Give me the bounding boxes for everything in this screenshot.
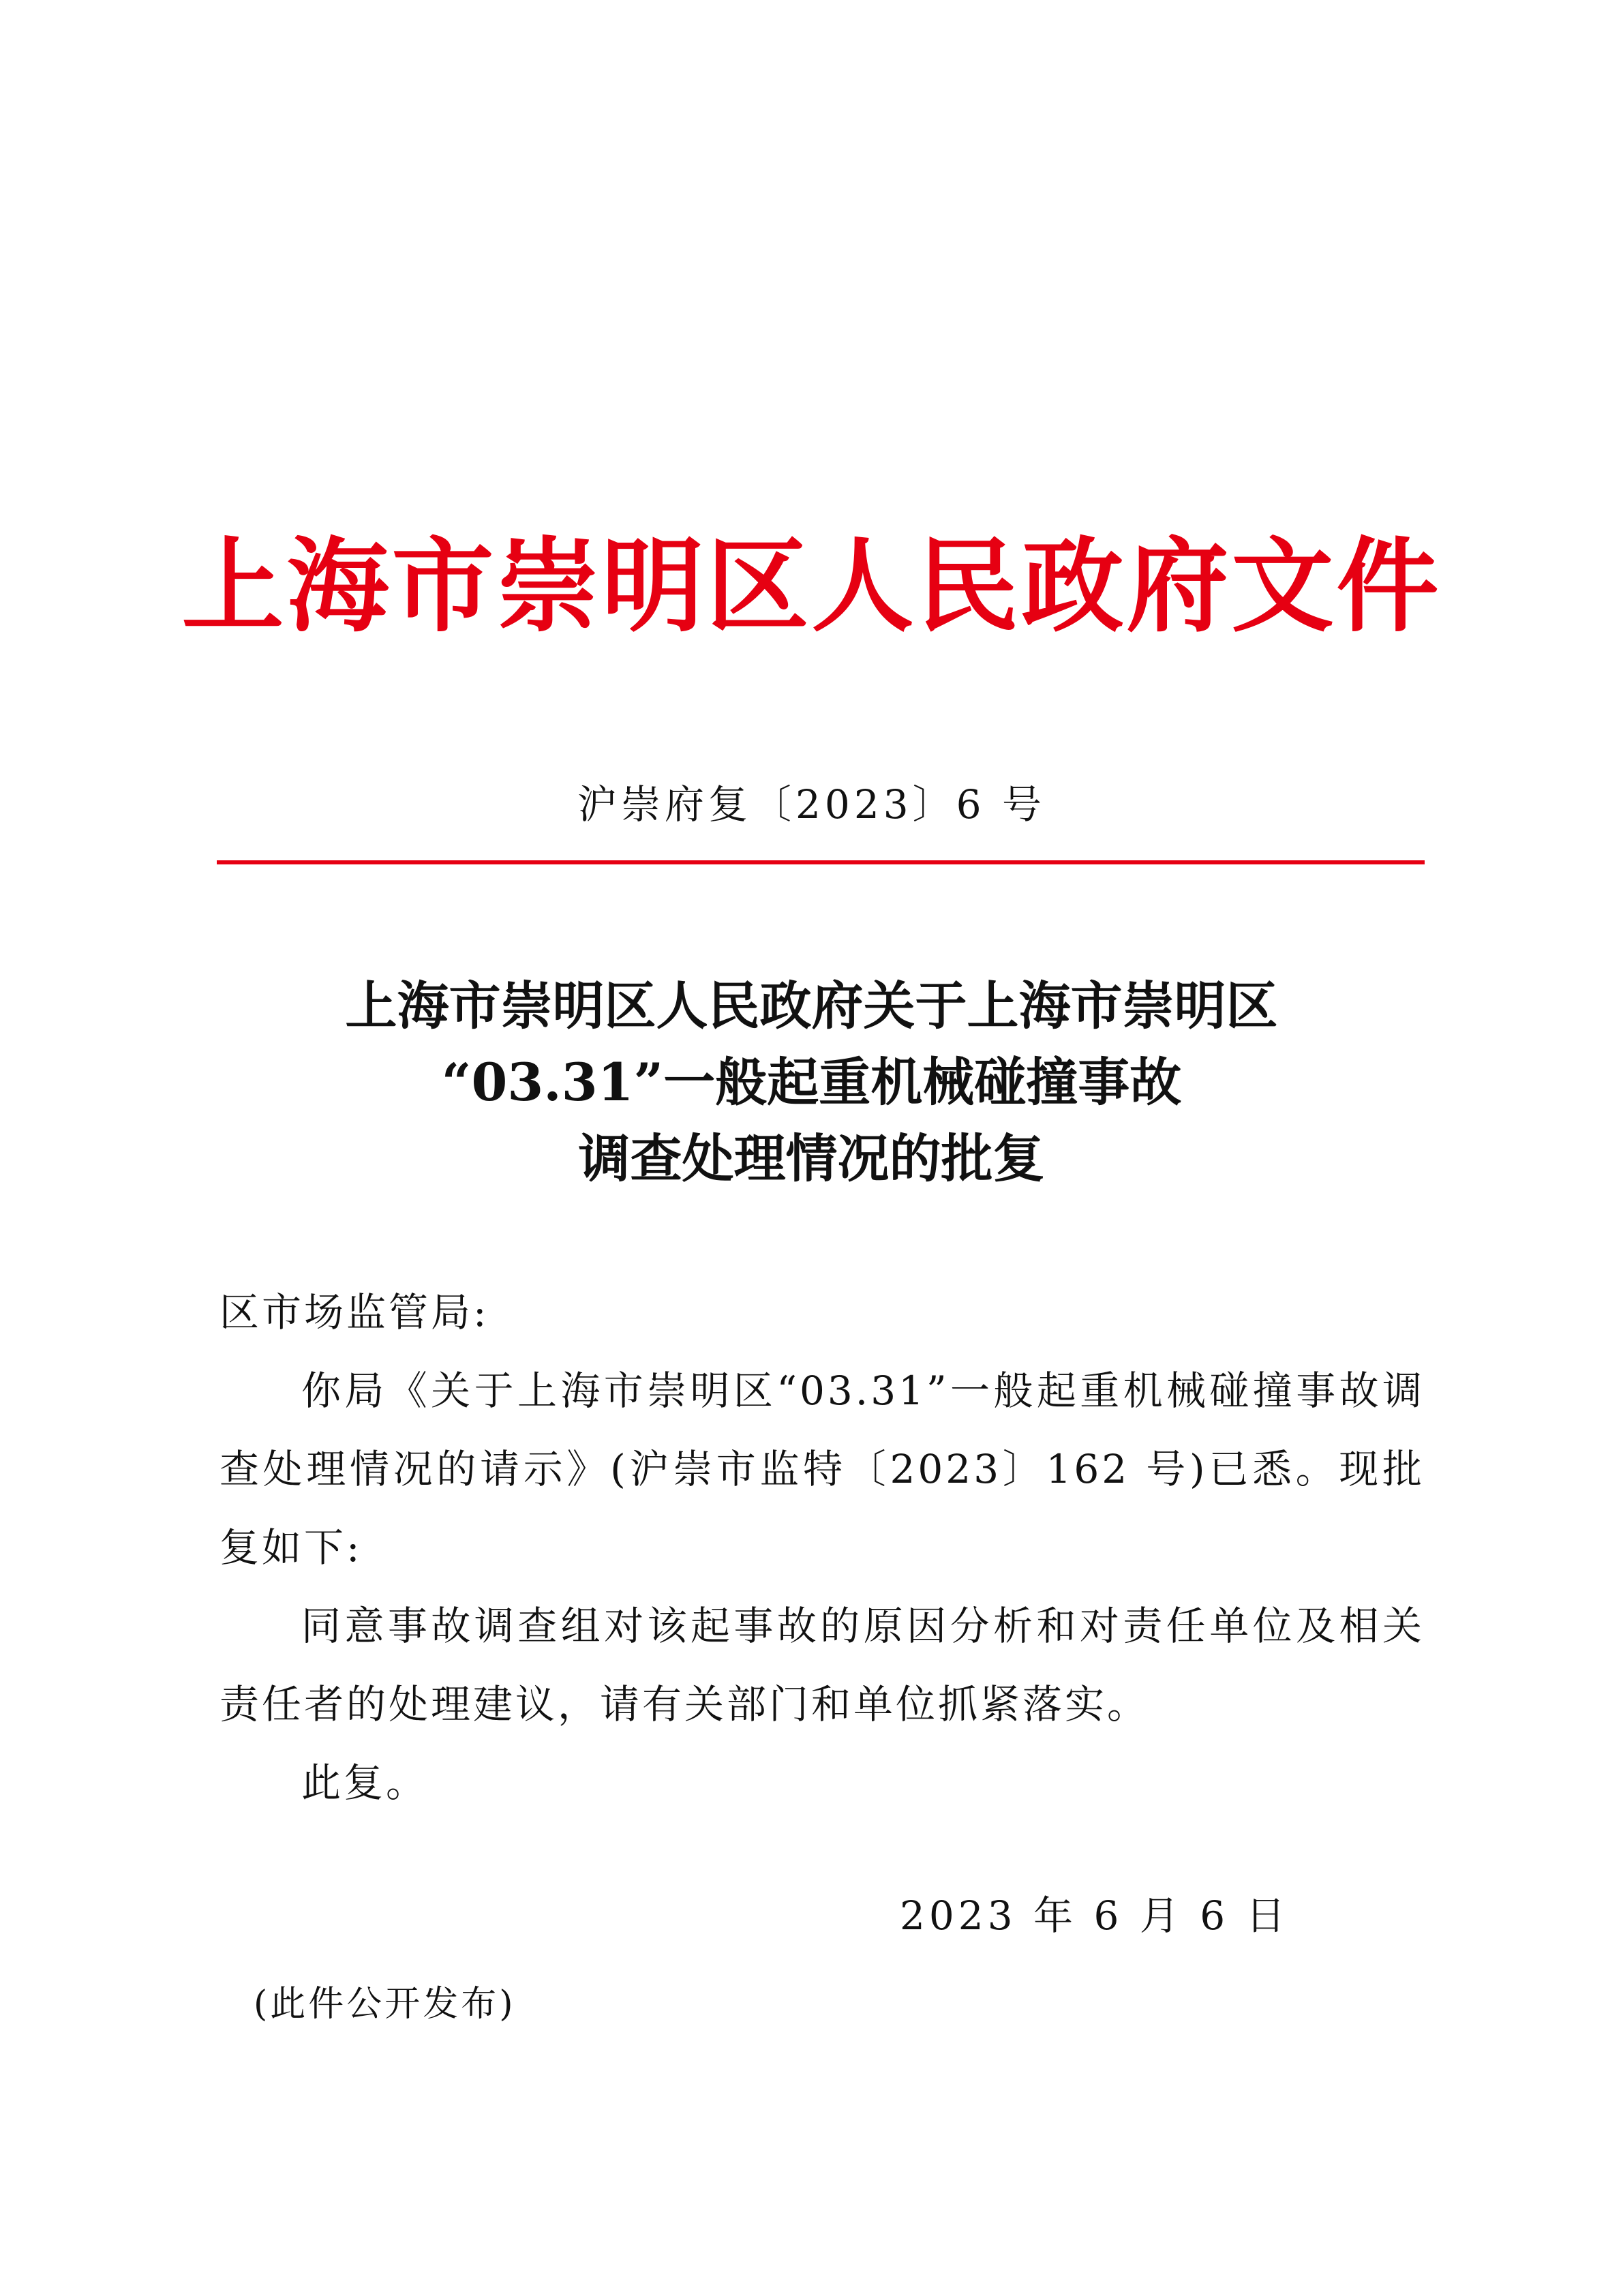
title-line-1: 上海市崇明区人民政府关于上海市崇明区 <box>345 976 1278 1036</box>
red-divider-rule <box>217 860 1425 864</box>
addressee: 区市场监管局: <box>219 1289 489 1335</box>
publication-note: (此件公开发布) <box>254 1984 516 2025</box>
closing-phrase: 此复。 <box>301 1759 429 1806</box>
issue-date: 2023 年 6 月 6 日 <box>900 1892 1290 1939</box>
title-line-2: “03.31”一般起重机械碰撞事故 <box>441 1052 1182 1113</box>
document-title <box>0 968 1623 1197</box>
issuer-banner: 上海市崇明区人民政府文件 <box>181 526 1442 646</box>
body-paragraph-1: 你局《关于上海市崇明区“03.31”一般起重机械碰撞事故调查处理情况的请示》(沪崇市监特〔2023〕162 号)已悉。现批复如下: <box>219 1368 1425 1571</box>
document-number: 沪崇府复〔2023〕6 号 <box>577 781 1046 828</box>
title-line-3: 调查处理情况的批复 <box>578 1128 1045 1189</box>
document-body <box>219 1273 1425 1822</box>
body-paragraph-2: 同意事故调查组对该起事故的原因分析和对责任单位及相关责任者的处理建议，请有关部门和单位抓紧落实。 <box>219 1603 1425 1727</box>
